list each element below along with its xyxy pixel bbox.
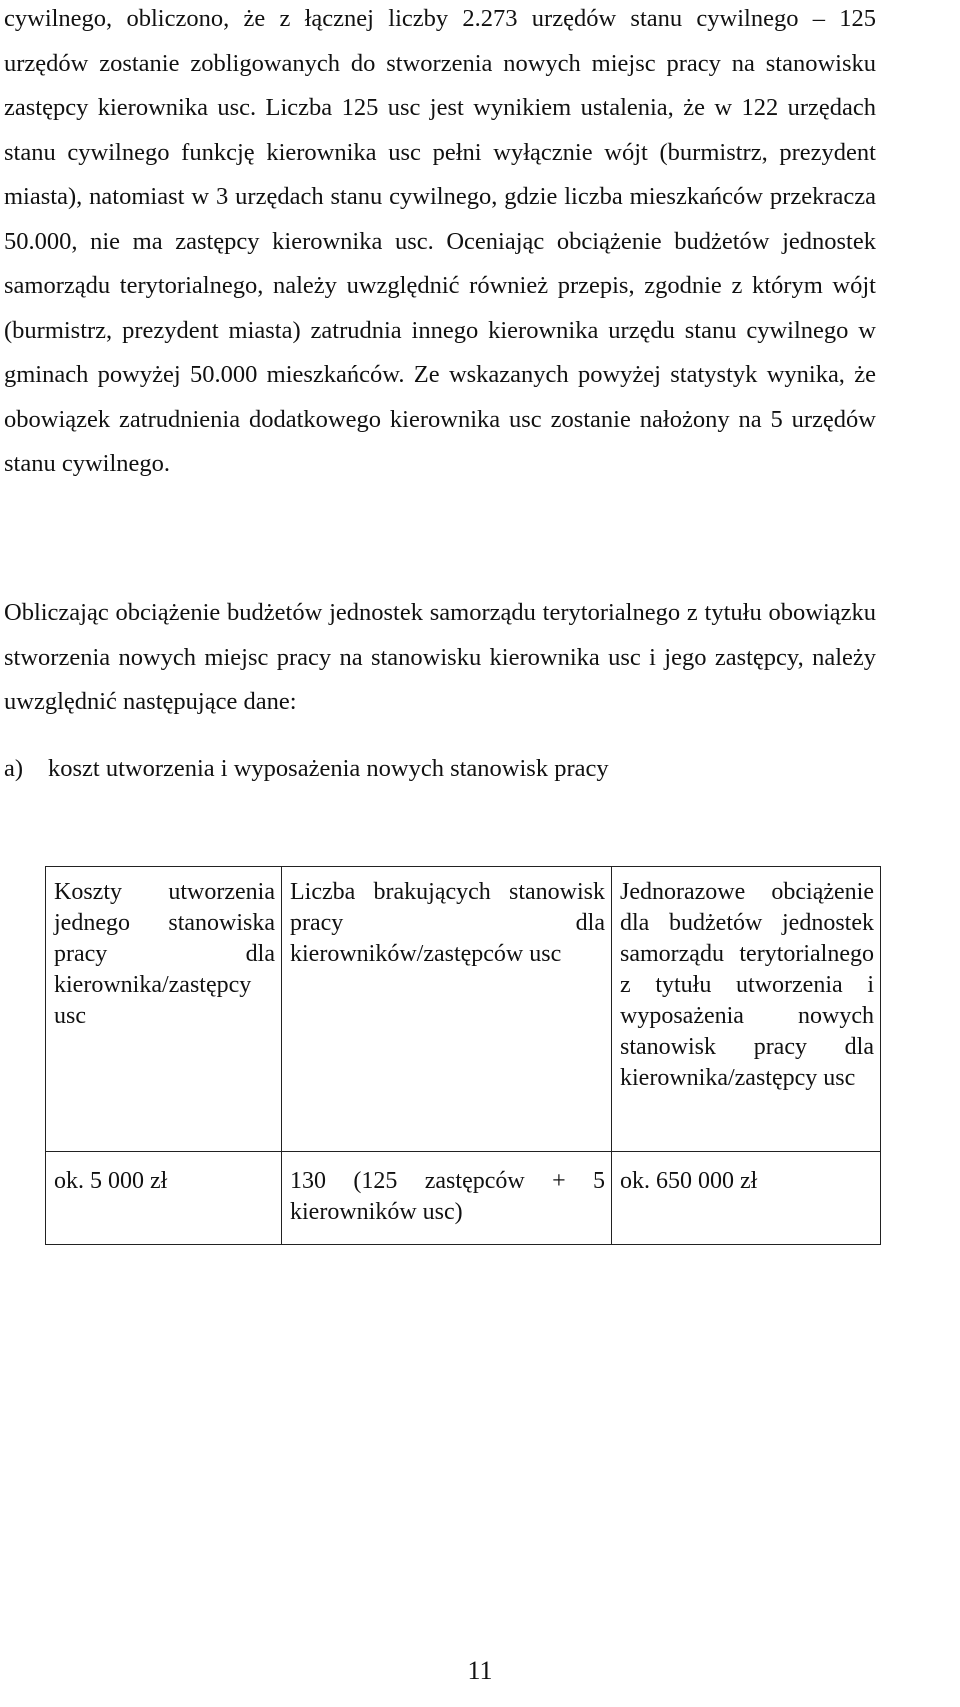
table-header-row [46,867,881,1152]
body-paragraph-1: cywilnego, obliczono, że z łącznej liczby 2.273 urzędów stanu cywilnego – 125 urzędów zostanie zobligowanych do stworzenia nowych miejsc pracy na stanowisku zastępcy kierownika usc. Liczba 125 usc jest wynikiem ustalenia, że w 122 urzędach stanu cywilnego funkcję kierownika usc pełni wyłącznie wójt (burmistrz, prezydent miasta), natomiast w 3 urzędach stanu cywilnego, gdzie liczba mieszkańców przekracza 50.000, nie ma zastępcy kierownika usc. Oceniając obciążenie budżetów jednostek samorządu terytorialnego, należy uwzględnić również przepis, zgodnie z którym wójt (burmistrz, prezydent miasta) zatrudnia innego kierownika urzędu stanu cywilnego w gminach powyżej 50.000 mieszkańców. Ze wskazanych powyżej statystyk wynika, że obowiązek zatrudnienia dodatkowego kierownika usc zostanie nałożony na 5 urzędów stanu cywilnego. [4,5,876,477]
table-row [46,1152,881,1245]
list-marker: a) [4,755,24,782]
table-header-cell-cost: Koszty utworzenia jednego stanowiska pracy dla kierownika/zastępcy usc [46,867,282,1152]
cost-table [45,866,881,1245]
page-number: 11 [467,1656,493,1685]
body-paragraph-2: Obliczając obciążenie budżetów jednostek samorządu terytorialnego z tytułu obowiązku stworzenia nowych miejsc pracy na stanowisku kierownika usc i jego zastępcy, należy uwzględnić następujące dane: [4,599,876,715]
table-cell-burden: ok. 650 000 zł [612,1152,881,1245]
table-cell-count: 130 (125 zastępców + 5 kierowników usc) [282,1152,612,1245]
table-header-cell-burden: Jednorazowe obciążenie dla budżetów jednostek samorządu terytorialnego z tytułu utworzenia i wyposażenia nowych stanowisk pracy dla kierownika/zastępcy usc [612,867,881,1152]
list-item-text: koszt utworzenia i wyposażenia nowych stanowisk pracy [48,755,609,782]
table-header-cell-count: Liczba brakujących stanowisk pracy dla kierowników/zastępców usc [282,867,612,1152]
table-cell-cost: ok. 5 000 zł [46,1152,282,1245]
list-item-a [4,747,876,792]
